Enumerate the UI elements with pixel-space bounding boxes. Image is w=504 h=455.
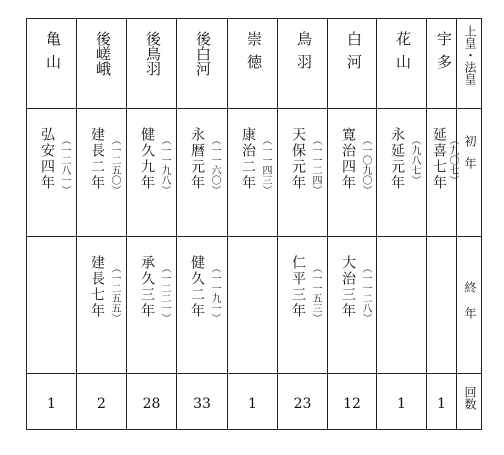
last-year: 承久三年 — [139, 255, 155, 319]
first-year: 天保元年 — [290, 127, 306, 191]
first-year: 寛治四年 — [340, 127, 356, 191]
last-year-ad: （一一九一） — [209, 263, 220, 323]
name-cell — [27, 19, 76, 109]
name-cell — [127, 19, 176, 109]
first-year: 永延元年 — [389, 127, 405, 191]
first-year-cell — [127, 109, 176, 237]
first-year-cell — [377, 109, 426, 237]
count-cell — [377, 374, 426, 431]
header-label: 上皇・法皇 — [463, 25, 477, 85]
last-year-cell — [328, 237, 376, 374]
last-year: 仁平三年 — [290, 255, 306, 319]
first-year: 弘安四年 — [39, 127, 55, 191]
visit-count: 1 — [437, 396, 446, 412]
count-cell — [278, 374, 327, 431]
last-year-cell — [127, 237, 176, 374]
last-year: 健久二年 — [189, 255, 205, 319]
name-cell — [77, 19, 126, 109]
first-year-cell — [328, 109, 376, 237]
emperor-name: 亀山 — [44, 31, 62, 77]
first-year-cell — [427, 109, 456, 237]
last-year: 建長七年 — [89, 255, 105, 319]
name-cell — [328, 19, 376, 109]
visit-count: 28 — [142, 396, 161, 412]
emperor-column — [127, 19, 177, 429]
first-year-cell — [278, 109, 327, 237]
count-cell — [77, 374, 126, 431]
label-column — [457, 19, 481, 429]
first-year-cell — [77, 109, 126, 237]
first-year-ad: （一一九八） — [159, 135, 170, 195]
emperor-name: 鳥羽 — [295, 31, 313, 77]
last-year-cell — [27, 237, 76, 374]
visit-count: 23 — [293, 396, 312, 412]
emperor-column — [77, 19, 127, 429]
first-year-cell — [177, 109, 227, 237]
first-year-label: 初年 — [463, 135, 477, 179]
first-year-ad: （一一二四） — [310, 135, 321, 195]
visit-count: 1 — [248, 396, 257, 412]
visit-count: 33 — [193, 396, 211, 412]
last-label-cell — [457, 237, 481, 374]
last-year-ad: （一一五三） — [310, 263, 321, 323]
emperor-name: 白河 — [345, 31, 363, 77]
emperor-name: 崇徳 — [245, 31, 263, 77]
first-year-ad: （九八七） — [409, 135, 420, 185]
emperor-column — [377, 19, 427, 429]
first-year-ad: （九〇七） — [447, 135, 458, 185]
count-cell — [177, 374, 227, 431]
count-cell — [228, 374, 277, 431]
emperor-name: 花山 — [394, 31, 412, 77]
first-year-ad: （一一六〇） — [209, 135, 220, 195]
emperor-column — [328, 19, 377, 429]
name-cell — [377, 19, 426, 109]
first-year-cell — [27, 109, 76, 237]
first-label-cell — [457, 109, 481, 237]
emperor-column — [427, 19, 457, 429]
name-cell — [278, 19, 327, 109]
emperor-name: 宇多 — [435, 31, 453, 77]
first-year: 建長二年 — [89, 127, 105, 191]
first-year-ad: （一二八一） — [59, 135, 70, 195]
count-label: 回数 — [463, 386, 477, 410]
last-year-cell — [77, 237, 126, 374]
last-year-ad: （一二五五） — [109, 263, 120, 323]
count-cell — [328, 374, 376, 431]
visit-count: 1 — [397, 396, 406, 412]
emperor-name: 後嵯峨 — [94, 31, 112, 76]
last-year-cell — [427, 237, 456, 374]
first-year: 永暦元年 — [189, 127, 205, 191]
name-cell — [427, 19, 456, 109]
emperor-name: 後白河 — [194, 31, 212, 76]
last-year-ad: （一一二八） — [360, 263, 371, 323]
last-year-cell — [228, 237, 277, 374]
first-year-ad: （一〇九〇） — [360, 135, 371, 195]
emperor-column — [228, 19, 278, 429]
emperor-name: 後鳥羽 — [144, 31, 162, 76]
last-year: 大治三年 — [340, 255, 356, 319]
first-year-ad: （一一四三） — [260, 135, 271, 195]
first-year-ad: （一二五〇） — [109, 135, 120, 195]
name-cell — [177, 19, 227, 109]
last-year-cell — [377, 237, 426, 374]
header-label-cell — [457, 19, 481, 109]
visit-count: 12 — [343, 396, 361, 412]
count-cell — [427, 374, 456, 431]
visit-count: 1 — [47, 396, 56, 412]
pilgrimage-table — [26, 18, 482, 430]
first-year: 康治二年 — [240, 127, 256, 191]
last-year-ad: （一二二一） — [159, 263, 170, 323]
count-label-cell — [457, 374, 481, 431]
first-year-cell — [228, 109, 277, 237]
emperor-column — [177, 19, 228, 429]
visit-count: 2 — [97, 396, 106, 412]
first-year: 延喜七年 — [431, 127, 447, 191]
last-year-cell — [278, 237, 327, 374]
emperor-column — [27, 19, 77, 429]
name-cell — [228, 19, 277, 109]
count-cell — [27, 374, 76, 431]
last-year-label: 終年 — [463, 281, 477, 333]
first-year: 健久九年 — [139, 127, 155, 191]
count-cell — [127, 374, 176, 431]
emperor-column — [278, 19, 328, 429]
last-year-cell — [177, 237, 227, 374]
